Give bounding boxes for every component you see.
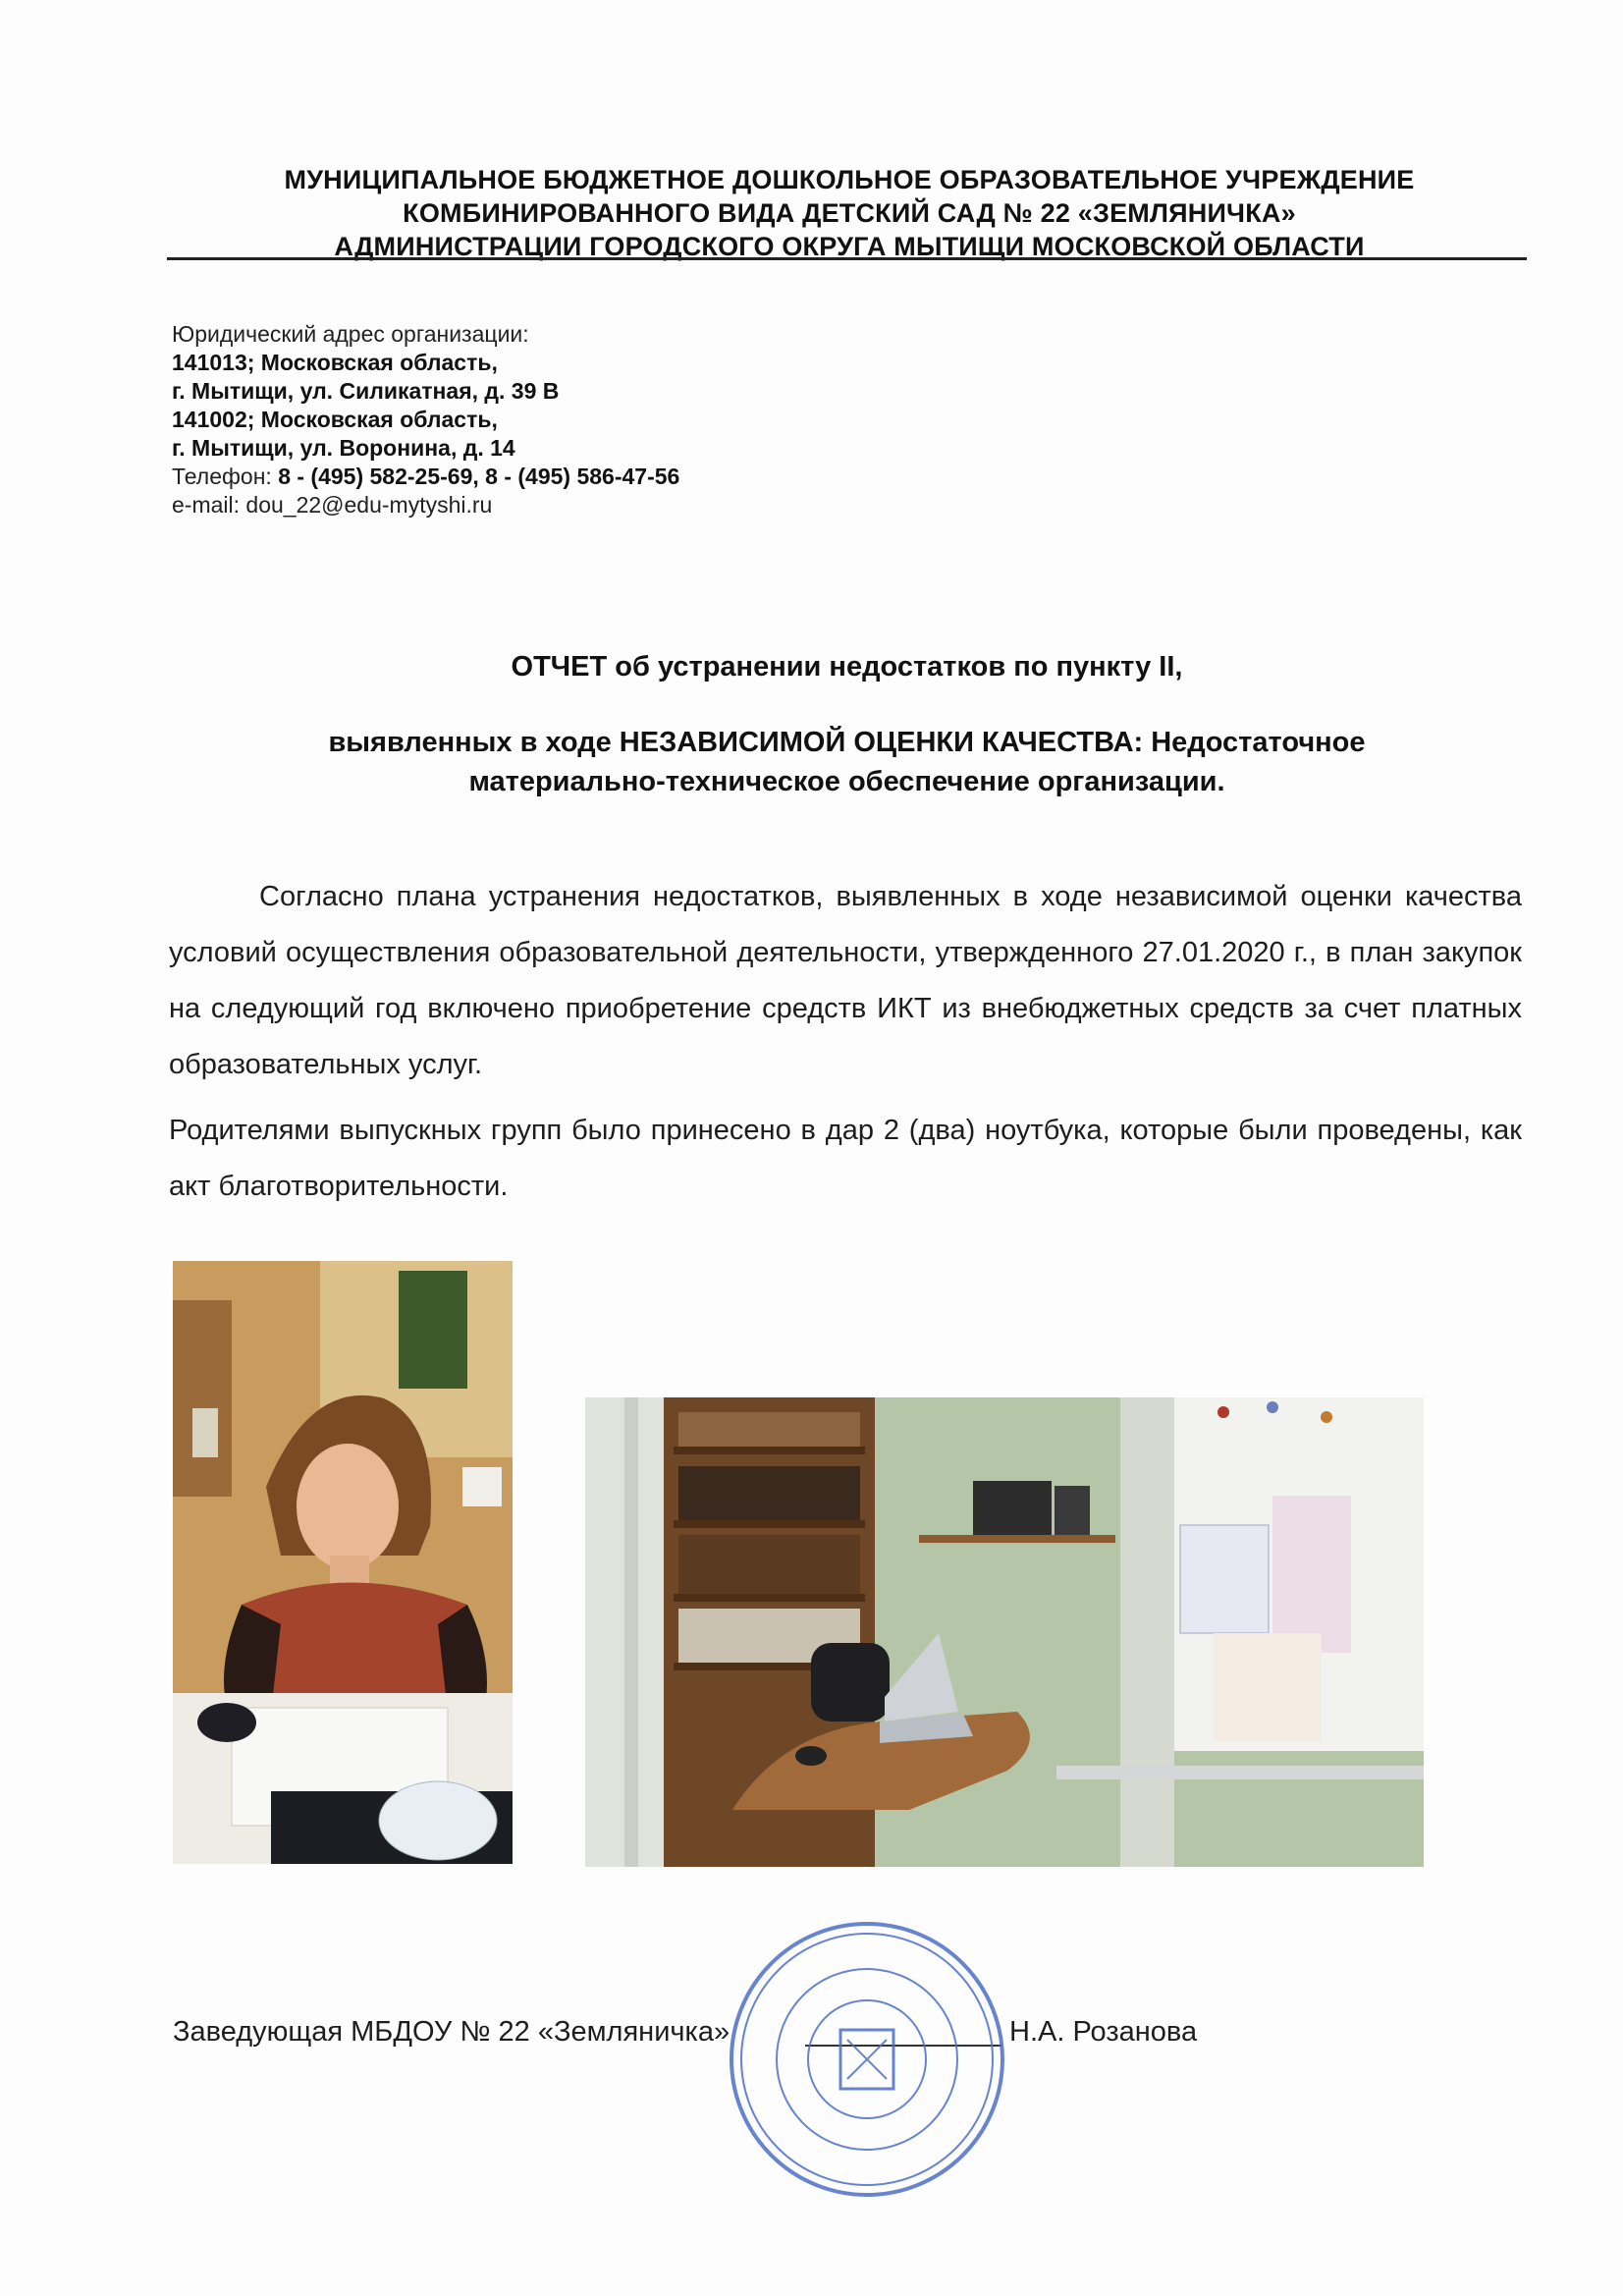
report-body	[169, 869, 1522, 1215]
signer-name: Н.А. Розанова	[1009, 2016, 1198, 2048]
email-row: e-mail: dou_22@edu-mytyshi.ru	[172, 492, 493, 518]
report-title-line-2: выявленных в ходе НЕЗАВИСИМОЙ ОЦЕНКИ КАЧЕСТВА: Недостаточное	[328, 727, 1366, 758]
header-line-2: КОМБИНИРОВАННОГО ВИДА ДЕТСКИЙ САД № 22 «ЗЕМЛЯНИЧКА»	[403, 198, 1296, 228]
organization-header	[167, 163, 1532, 263]
address-2-line-1: 141002; Московская область,	[172, 407, 498, 432]
phone-row	[172, 463, 679, 491]
body-paragraph-2: Родителями выпускных групп было принесено в дар 2 (два) ноутбука, которые были проведены, как акт благотворительности.	[169, 1115, 1522, 1202]
address-2-line-2: г. Мытищи, ул. Воронина, д. 14	[172, 435, 515, 461]
report-title-line-3: материально-техническое обеспечение организации.	[468, 766, 1225, 797]
official-seal-stamp	[725, 1917, 1009, 2202]
photo-classroom-with-laptop	[585, 1397, 1424, 1867]
phone-numbers: 8 - (495) 582-25-69, 8 - (495) 586-47-56	[278, 464, 680, 489]
phone-label: Телефон:	[172, 464, 279, 489]
header-divider	[167, 257, 1527, 260]
report-title	[167, 648, 1527, 801]
photo-classroom-illustration	[585, 1397, 1424, 1867]
address-1-line-1: 141013; Московская область,	[172, 350, 498, 375]
header-line-3: АДМИНИСТРАЦИИ ГОРОДСКОГО ОКРУГА МЫТИЩИ МОСКОВСКОЙ ОБЛАСТИ	[334, 232, 1365, 261]
signature-position: Заведующая МБДОУ № 22 «Земляничка»	[173, 2016, 730, 2048]
body-paragraph-1: Согласно плана устранения недостатков, выявленных в ходе независимой оценки качества условий осуществления образовательной деятельности, утвержденного 27.01.2020 г., в план закупок на следующий год включено приобретение средств ИКТ из внебюджетных средств за счет платных образовательных услуг.	[169, 881, 1522, 1080]
photo-woman-illustration	[173, 1261, 513, 1864]
address-label: Юридический адрес организации:	[172, 321, 529, 347]
report-title-line-1: ОТЧЕТ об устранении недостатков по пункту II,	[511, 651, 1183, 683]
address-block	[172, 320, 679, 519]
address-1-line-2: г. Мытищи, ул. Силикатная, д. 39 В	[172, 378, 560, 404]
photo-woman-at-computer	[173, 1261, 513, 1864]
header-line-1: МУНИЦИПАЛЬНОЕ БЮДЖЕТНОЕ ДОШКОЛЬНОЕ ОБРАЗОВАТЕЛЬНОЕ УЧРЕЖДЕНИЕ	[284, 165, 1415, 194]
